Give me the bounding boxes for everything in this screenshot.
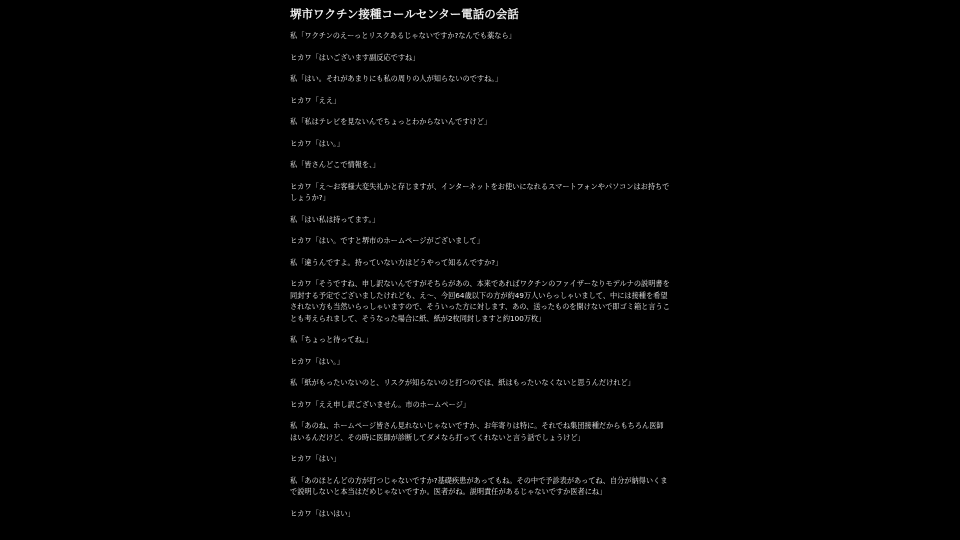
dialogue-line-3: 私「はい。それがあまりにも私の周りの人が知らないのですね。」 (290, 74, 503, 83)
dialogue-line-8: ヒカワ「え〜お客様大変失礼かと存じますが、インターネットをお使いになれるスマートフォンやパソコンはお持ちでしょうか?」 (290, 181, 670, 202)
dialogue-line-15: 私「紙がもったいないのと、リスクが知らないのと打つのでは、紙はもったいなくないと思うんだけれど」 (290, 378, 635, 387)
dialogue-line-5: 私「私はテレビを見ないんでちょっとわからないんですけど」 (290, 117, 492, 126)
document-page (290, 6, 670, 540)
dialogue-line-7: 私「皆さんどこで情報を、」 (290, 160, 380, 169)
dialogue-line-18: ヒカワ「はい」 (290, 454, 341, 463)
dialogue-line-1: 私「ワクチンのえーっとリスクあるじゃないですか?なんでも薬なら」 (290, 31, 516, 40)
dialogue-line-2: ヒカワ「はいございます副反応ですね」 (290, 52, 420, 62)
dialogue-line-17: 私「あのね、ホームページ皆さん見れないじゃないですか、お年寄りは特に。それでね集団接種だからもちろん医師はいるんだけど、その時に医師が診断してダメなら打ってくれないと言う話でしょうけど」 (290, 421, 664, 442)
dialogue-line-10: ヒカワ「はい。ですと堺市のホームページがございまして」 (290, 236, 484, 245)
dialogue-line-11: 私「違うんですよ。持っていない方はどうやって知るんですか?」 (290, 257, 503, 267)
dialogue-line-12: ヒカワ「そうですね、申し訳ないんですがそちらがあの、本来であればワクチンのファイザーなりモデルナの説明書を同封する予定でございましたけれども、え〜、今回64歳以下の方が約49万人いらっしゃいまして、中には接種を希望されない方も当然いらっしゃいますので、そういった方に対します、あの、送ったものを開けないで即ゴミ箱と言うことも考えられまして、そうなった場合に紙、紙が2枚同封しますと約100万枚」 (290, 279, 670, 323)
dialogue-line-6: ヒカワ「はい。」 (290, 138, 344, 148)
dialogue-line-14: ヒカワ「はい。」 (290, 356, 344, 366)
dialogue-line-9: 私「はい私は持ってます。」 (290, 214, 380, 224)
dialogue-line-4: ヒカワ「ええ」 (290, 95, 341, 105)
document-title: 堺市ワクチン接種コールセンター電話の会話 (290, 7, 519, 21)
dialogue-line-16: ヒカワ「ええ申し訳ございません。市のホームページ」 (290, 399, 470, 409)
dialogue-line-20: ヒカワ「はいはい」 (290, 508, 355, 518)
conversation-transcript (290, 30, 670, 519)
dialogue-line-19: 私「あのほとんどの方が打つじゃないですか?基礎疾患があってもね。その中で予診表があってね、自分が納得いくまで説明しないと本当はだめじゃないですか。医者がね。説明責任があるじゃないですか医者にね」 (290, 475, 668, 496)
dialogue-line-13: 私「ちょっと待ってね。」 (290, 335, 373, 344)
